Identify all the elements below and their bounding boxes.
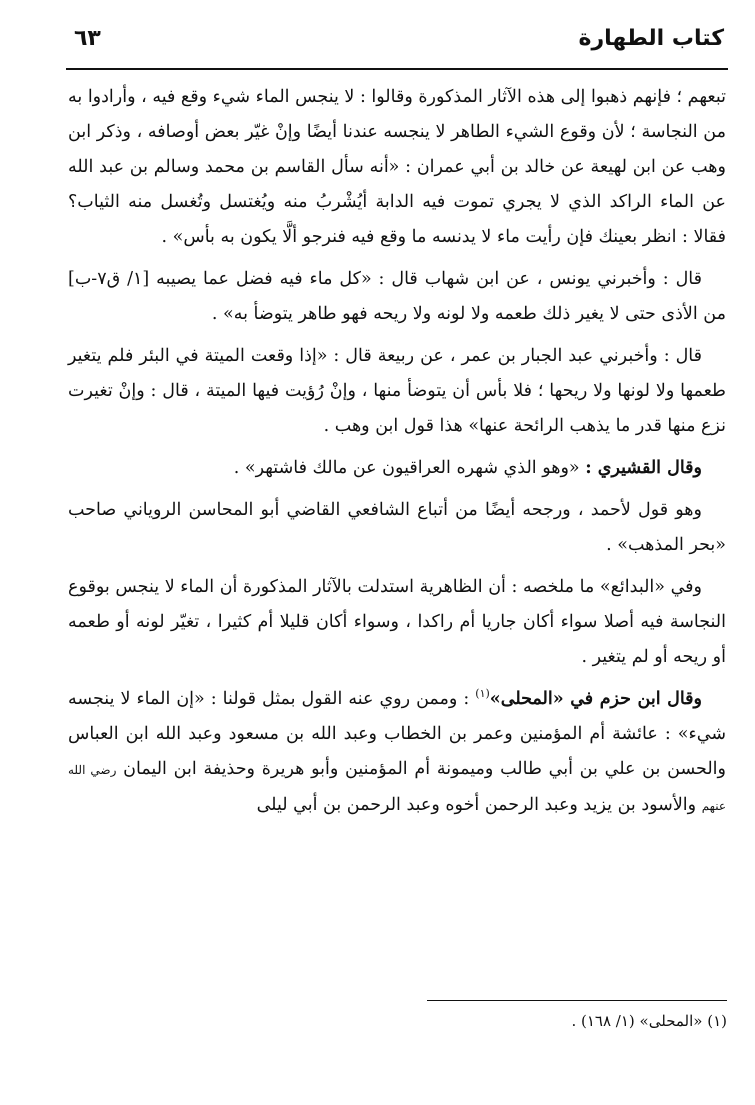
paragraph-7-text-a: : وممن روي عنه القول بمثل قولنا : «إن الماء لا ينجسه شيء» : عائشة أم المؤمنين وعمر بن الخطاب وعبد الله بن مسعود وعبد الله ابن العباس والحسن بن علي بن أبي طالب وميمونة أم المؤمنين وأبو هريرة وحذيفة ابن اليمان — [68, 689, 726, 779]
paragraph-6: وفي «البدائع» ما ملخصه : أن الظاهرية استدلت بالآثار المذكورة أن الماء لا ينجس بوقوع النجاسة فيه أصلا سواء أكان جاريا أم راكدا ، وسواء أكان قليلا أم كثيرا ، تغيّر لونه أو طعمه أو ريحه أو لم يتغير . — [68, 577, 726, 667]
paragraph-7-text-b: والأسود بن يزيد وعبد الرحمن أخوه وعبد الرحمن بن أبي ليلى — [256, 795, 702, 815]
paragraph-3: قال : وأخبرني عبد الجبار بن عمر ، عن ربيعة قال : «إذا وقعت الميتة في البئر فلم يتغير طعمها ولا لونها ولا ريحها ؛ فلا بأس أن يتوضأ منها ، وإنْ رُؤيت فيها الميتة ، قال : وإنْ تغيرت نزع منها قدر ما يذهب الرائحة عنها» هذا قول ابن وهب . — [68, 346, 726, 436]
header-rule — [66, 68, 728, 70]
page-number: ٦٣ — [74, 26, 101, 51]
paragraph-4-text: «وهو الذي شهره العراقيون عن مالك فاشتهر» . — [233, 458, 586, 478]
honorific-glyph: رضي الله عنهم — [68, 763, 726, 813]
paragraph-2: قال : وأخبرني يونس ، عن ابن شهاب قال : «كل ماء فيه فضل عما يصيبه [١/ ق٧-ب] من الأذى حتى لا يغير ذلك طعمه ولا لونه ولا ريحه فهو طاهر يتوضأ به» . — [68, 269, 726, 324]
footnote-rule — [427, 1000, 727, 1001]
paragraph-4 — [68, 451, 726, 486]
footnote: (١) «المحلى» (١/ ١٦٨) . — [571, 1012, 727, 1030]
paragraph-4-lead: وقال القشيري : — [585, 458, 702, 478]
paragraph-7 — [68, 682, 726, 824]
paragraph-5: وهو قول لأحمد ، ورجحه أيضًا من أتباع الشافعي القاضي أبو المحاسن الروياني صاحب «بحر المذهب» . — [68, 500, 726, 555]
footnote-marker: (١) — [475, 687, 490, 701]
paragraph-7-lead: وقال ابن حزم في «المحلى» — [489, 689, 702, 709]
body-text — [68, 80, 726, 831]
chapter-title: كتاب الطهارة — [578, 26, 724, 51]
paragraph-1: تبعهم ؛ فإنهم ذهبوا إلى هذه الآثار المذكورة وقالوا : لا ينجس الماء شيء وقع فيه ، وأرادوا به من النجاسة ؛ لأن وقوع الشيء الطاهر لا ينجسه عندنا أيضًا وإنْ غيّر بعض أوصافه ، وذكر ابن وهب عن ابن لهيعة عن خالد بن أبي عمران : «أنه سأل القاسم بن محمد وسالم بن عبد الله عن الماء الراكد الذي لا يجري تموت فيه الدابة أيُشْربُ منه ويُغتسل وتُغسل منه الثياب؟ فقالا : انظر بعينك فإن رأيت ماء لا يدنسه ما وقع فيه فنرجو ألَّا يكون به بأس» . — [68, 87, 726, 247]
running-header — [66, 26, 728, 66]
